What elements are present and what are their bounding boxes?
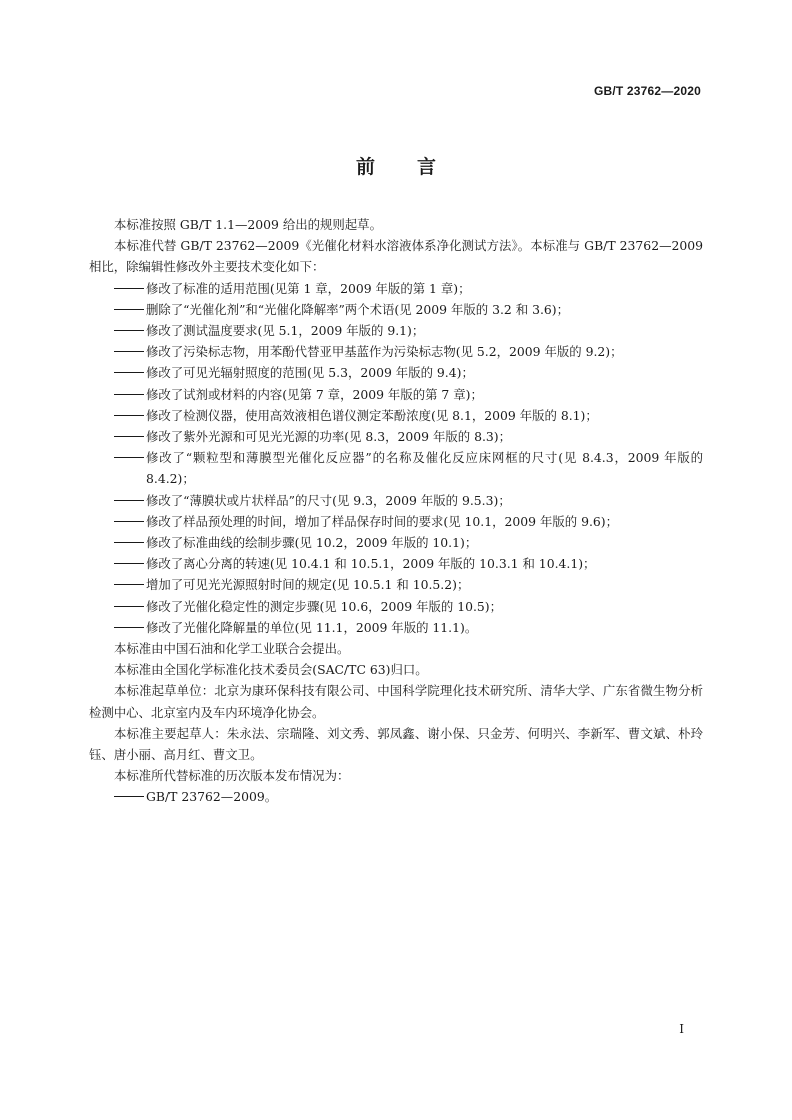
- change-text: 修改了污染标志物，用苯酚代替亚甲基蓝作为污染标志物(见 5.2，2009 年版的 9.2)；: [146, 344, 623, 360]
- drafters-paragraph: 本标准主要起草人：朱永法、宗瑞隆、刘文秀、郭凤鑫、谢小保、只金芳、何明兴、李新军、曹文斌、朴玲钰、唐小丽、高月红、曹文卫。: [89, 725, 703, 763]
- change-item: [89, 299, 703, 320]
- dash-bullet: [114, 542, 144, 543]
- change-item: [89, 596, 703, 617]
- page-title: 前言: [355, 156, 478, 178]
- change-item: [89, 426, 703, 447]
- change-item: [89, 405, 703, 426]
- intro-paragraph: 本标准代替 GB/T 23762—2009《光催化材料水溶液体系净化测试方法》。本标准与 GB/T 23762—2009 相比，除编辑性修改外主要技术变化如下：: [89, 238, 703, 275]
- history-text: GB/T 23762—2009。: [146, 789, 278, 805]
- change-text: 修改了试剂或材料的内容(见第 7 章，2009 年版的第 7 章)；: [146, 386, 483, 402]
- change-item: [89, 362, 703, 383]
- change-item: [89, 278, 703, 299]
- dash-bullet: [114, 288, 144, 289]
- change-item: [89, 553, 703, 574]
- dash-bullet: [114, 351, 144, 352]
- change-text: 修改了离心分离的转速(见 10.4.1 和 10.5.1，2009 年版的 10.3.1 和 10.4.1)；: [146, 556, 596, 572]
- change-item: [89, 341, 703, 362]
- change-item: [89, 617, 703, 638]
- change-text: 修改了“颗粒型和薄膜型光催化反应器”的名称及催化反应床网框的尺寸(见 8.4.3，2009 年版的 8.4.2)；: [146, 450, 703, 487]
- proposer-paragraph: 本标准由中国石油和化学工业联合会提出。: [114, 641, 350, 657]
- drafting-units-paragraph: 本标准起草单位：北京为康环保科技有限公司、中国科学院理化技术研究所、清华大学、广东省微生物分析检测中心、北京室内及车内环境净化协会。: [89, 683, 703, 720]
- change-text: 修改了紫外光源和可见光光源的功率(见 8.3，2009 年版的 8.3)；: [146, 429, 512, 445]
- history-intro-paragraph: 本标准所代替标准的历次版本发布情况为：: [114, 768, 350, 784]
- change-text: 修改了可见光辐射照度的范围(见 5.3，2009 年版的 9.4)；: [146, 365, 474, 381]
- change-item: [89, 384, 703, 405]
- change-text: 修改了标准曲线的绘制步骤(见 10.2，2009 年版的 10.1)；: [146, 535, 478, 551]
- change-text: 修改了测试温度要求(见 5.1，2009 年版的 9.1)；: [146, 323, 425, 339]
- dash-bullet: [114, 796, 144, 797]
- dash-bullet: [114, 627, 144, 628]
- change-text: 修改了光催化稳定性的测定步骤(见 10.6，2009 年版的 10.5)；: [146, 598, 503, 614]
- change-text: 修改了样品预处理的时间，增加了样品保存时间的要求(见 10.1，2009 年版的 9.6)；: [146, 513, 619, 529]
- dash-bullet: [114, 394, 144, 395]
- change-text: 删除了“光催化剂”和“光催化降解率”两个术语(见 2009 年版的 3.2 和 3.6)；: [146, 301, 570, 317]
- dash-bullet: [114, 563, 144, 564]
- dash-bullet: [114, 436, 144, 437]
- committee-paragraph: 本标准由全国化学标准化技术委员会(SAC/TC 63)归口。: [114, 662, 428, 678]
- history-item: [89, 786, 703, 807]
- change-item: [89, 574, 703, 595]
- dash-bullet: [114, 521, 144, 522]
- standard-code: GB/T 23762—2020: [593, 84, 701, 98]
- change-list: [89, 278, 703, 638]
- page-number: I: [679, 1022, 684, 1036]
- change-text: 修改了标准的适用范围(见第 1 章，2009 年版的第 1 章)；: [146, 280, 471, 296]
- document-body: [89, 214, 703, 808]
- change-text: 修改了检测仪器，使用高效液相色谱仪测定苯酚浓度(见 8.1，2009 年版的 8.1)；: [146, 407, 598, 423]
- intro-paragraph: 本标准按照 GB/T 1.1—2009 给出的规则起草。: [114, 217, 382, 232]
- change-item: [89, 447, 703, 489]
- dash-bullet: [114, 457, 144, 458]
- change-item: [89, 532, 703, 553]
- dash-bullet: [114, 372, 144, 373]
- change-item: [89, 490, 703, 511]
- dash-bullet: [114, 584, 144, 585]
- change-text: 修改了“薄膜状或片状样品”的尺寸(见 9.3，2009 年版的 9.5.3)；: [146, 492, 511, 508]
- change-text: 修改了光催化降解量的单位(见 11.1，2009 年版的 11.1)。: [146, 619, 478, 635]
- dash-bullet: [114, 415, 144, 416]
- history-list: [89, 786, 703, 807]
- dash-bullet: [114, 500, 144, 501]
- change-item: [89, 511, 703, 532]
- change-text: 增加了可见光光源照射时间的规定(见 10.5.1 和 10.5.2)；: [146, 577, 470, 593]
- change-item: [89, 320, 703, 341]
- dash-bullet: [114, 606, 144, 607]
- dash-bullet: [114, 309, 144, 310]
- dash-bullet: [114, 330, 144, 331]
